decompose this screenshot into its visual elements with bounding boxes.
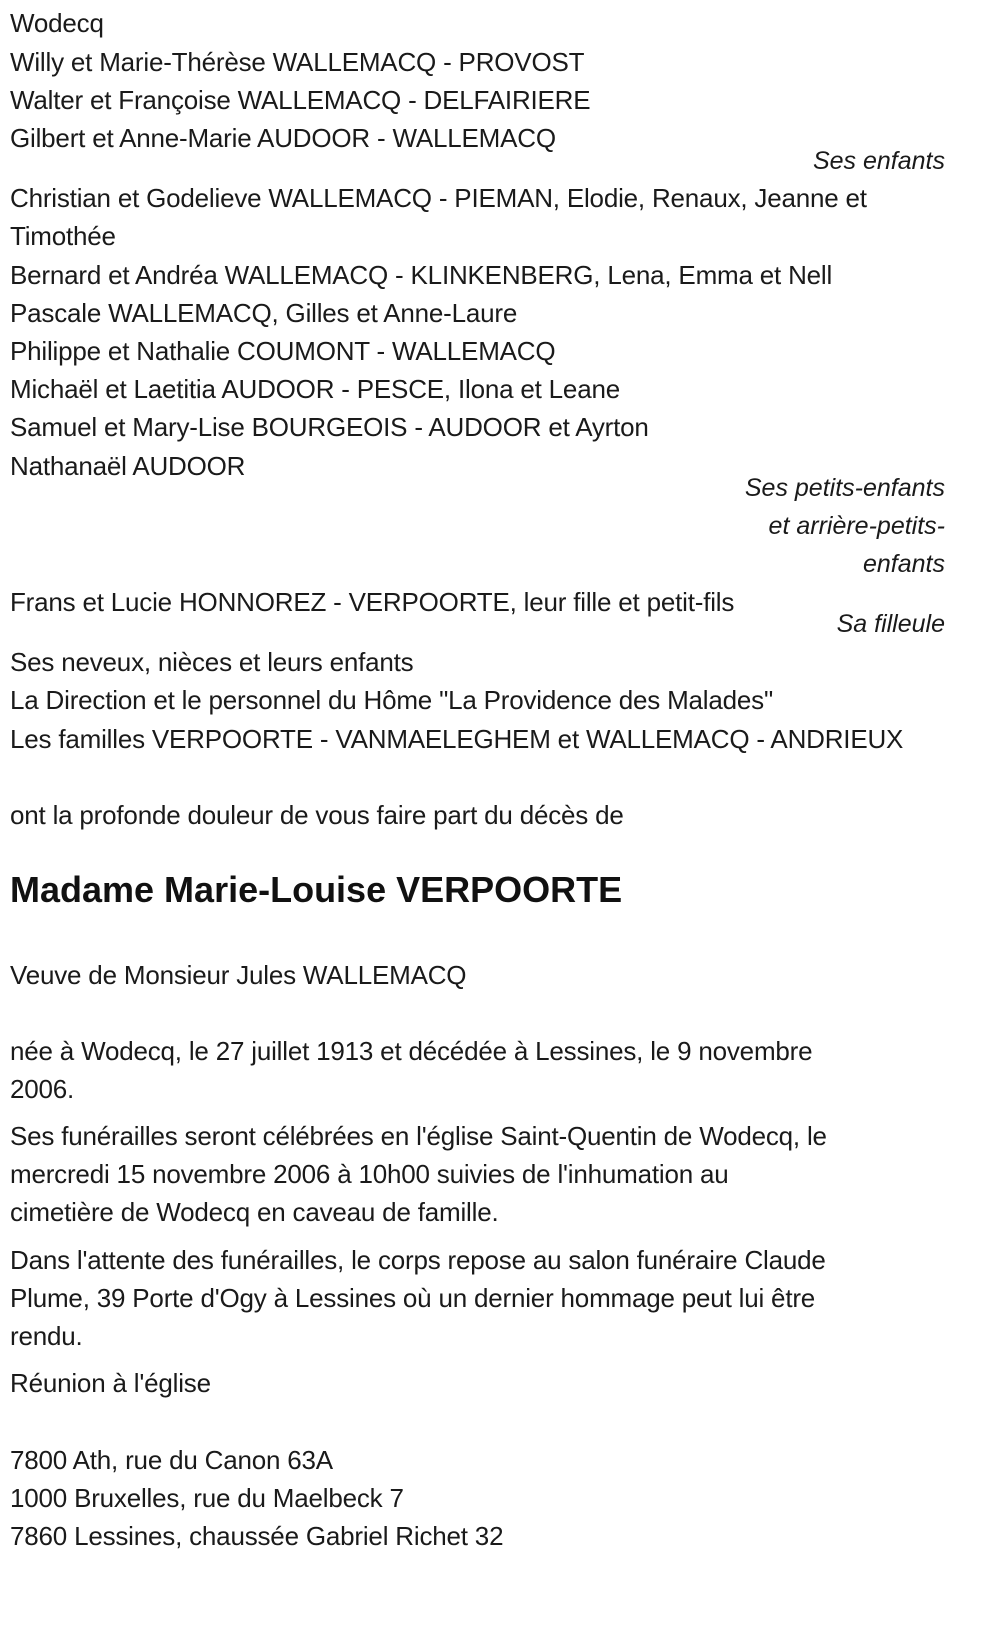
grandchild-family-line: Pascale WALLEMACQ, Gilles et Anne-Laure — [10, 298, 518, 328]
announcement-text: ont la profonde douleur de vous faire part du décès de — [10, 800, 624, 830]
widow-of-text: Veuve de Monsieur Jules WALLEMACQ — [10, 960, 467, 990]
viewing-text: Plume, 39 Porte d'Ogy à Lessines où un dernier hommage peut lui être — [10, 1283, 816, 1313]
other-relatives-line: Ses neveux, nièces et leurs enfants — [10, 647, 414, 677]
role-label-grandchildren: et arrière-petits- — [768, 512, 945, 540]
meeting-text: Réunion à l'église — [10, 1368, 211, 1398]
birth-death-text: née à Wodecq, le 27 juillet 1913 et décédée à Lessines, le 9 novembre — [10, 1036, 813, 1066]
child-family-line: Gilbert et Anne-Marie AUDOOR - WALLEMACQ — [10, 123, 556, 153]
role-label-goddaughter: Sa filleule — [836, 610, 945, 638]
address-line: 7800 Ath, rue du Canon 63A — [10, 1445, 333, 1475]
birth-death-text: 2006. — [10, 1074, 75, 1104]
grandchild-family-line: Christian et Godelieve WALLEMACQ - PIEMAN, Elodie, Renaux, Jeanne et — [10, 183, 867, 213]
role-label-grandchildren: enfants — [862, 550, 945, 578]
place-name: Wodecq — [10, 8, 104, 38]
grandchild-family-line: Philippe et Nathalie COUMONT - WALLEMACQ — [10, 336, 556, 366]
grandchild-family-line: Timothée — [10, 221, 116, 251]
deceased-name: Madame Marie-Louise VERPOORTE — [10, 869, 623, 910]
role-label-children: Ses enfants — [812, 147, 945, 175]
other-relatives-line: Les familles VERPOORTE - VANMAELEGHEM et WALLEMACQ - ANDRIEUX — [10, 724, 904, 754]
goddaughter-family-line: Frans et Lucie HONNOREZ - VERPOORTE, leur fille et petit-fils — [10, 587, 735, 617]
funeral-text: Ses funérailles seront célébrées en l'église Saint-Quentin de Wodecq, le — [10, 1121, 827, 1151]
address-line: 7860 Lessines, chaussée Gabriel Richet 32 — [10, 1521, 504, 1551]
grandchild-family-line: Michaël et Laetitia AUDOOR - PESCE, Ilona et Leane — [10, 374, 620, 404]
grandchild-family-line: Samuel et Mary-Lise BOURGEOIS - AUDOOR et Ayrton — [10, 412, 649, 442]
child-family-line: Willy et Marie-Thérèse WALLEMACQ - PROVOST — [10, 47, 585, 77]
viewing-text: Dans l'attente des funérailles, le corps repose au salon funéraire Claude — [10, 1245, 826, 1275]
role-label-grandchildren: Ses petits-enfants — [744, 474, 945, 502]
other-relatives-line: La Direction et le personnel du Hôme "La Providence des Malades" — [10, 685, 773, 715]
funeral-text: mercredi 15 novembre 2006 à 10h00 suivies de l'inhumation au — [10, 1159, 729, 1189]
funeral-text: cimetière de Wodecq en caveau de famille. — [10, 1197, 499, 1227]
grandchild-family-line: Bernard et Andréa WALLEMACQ - KLINKENBERG, Lena, Emma et Nell — [10, 260, 833, 290]
viewing-text: rendu. — [10, 1321, 83, 1351]
child-family-line: Walter et Françoise WALLEMACQ - DELFAIRIERE — [10, 85, 591, 115]
grandchild-family-line: Nathanaël AUDOOR — [10, 451, 246, 481]
address-line: 1000 Bruxelles, rue du Maelbeck 7 — [10, 1483, 404, 1513]
